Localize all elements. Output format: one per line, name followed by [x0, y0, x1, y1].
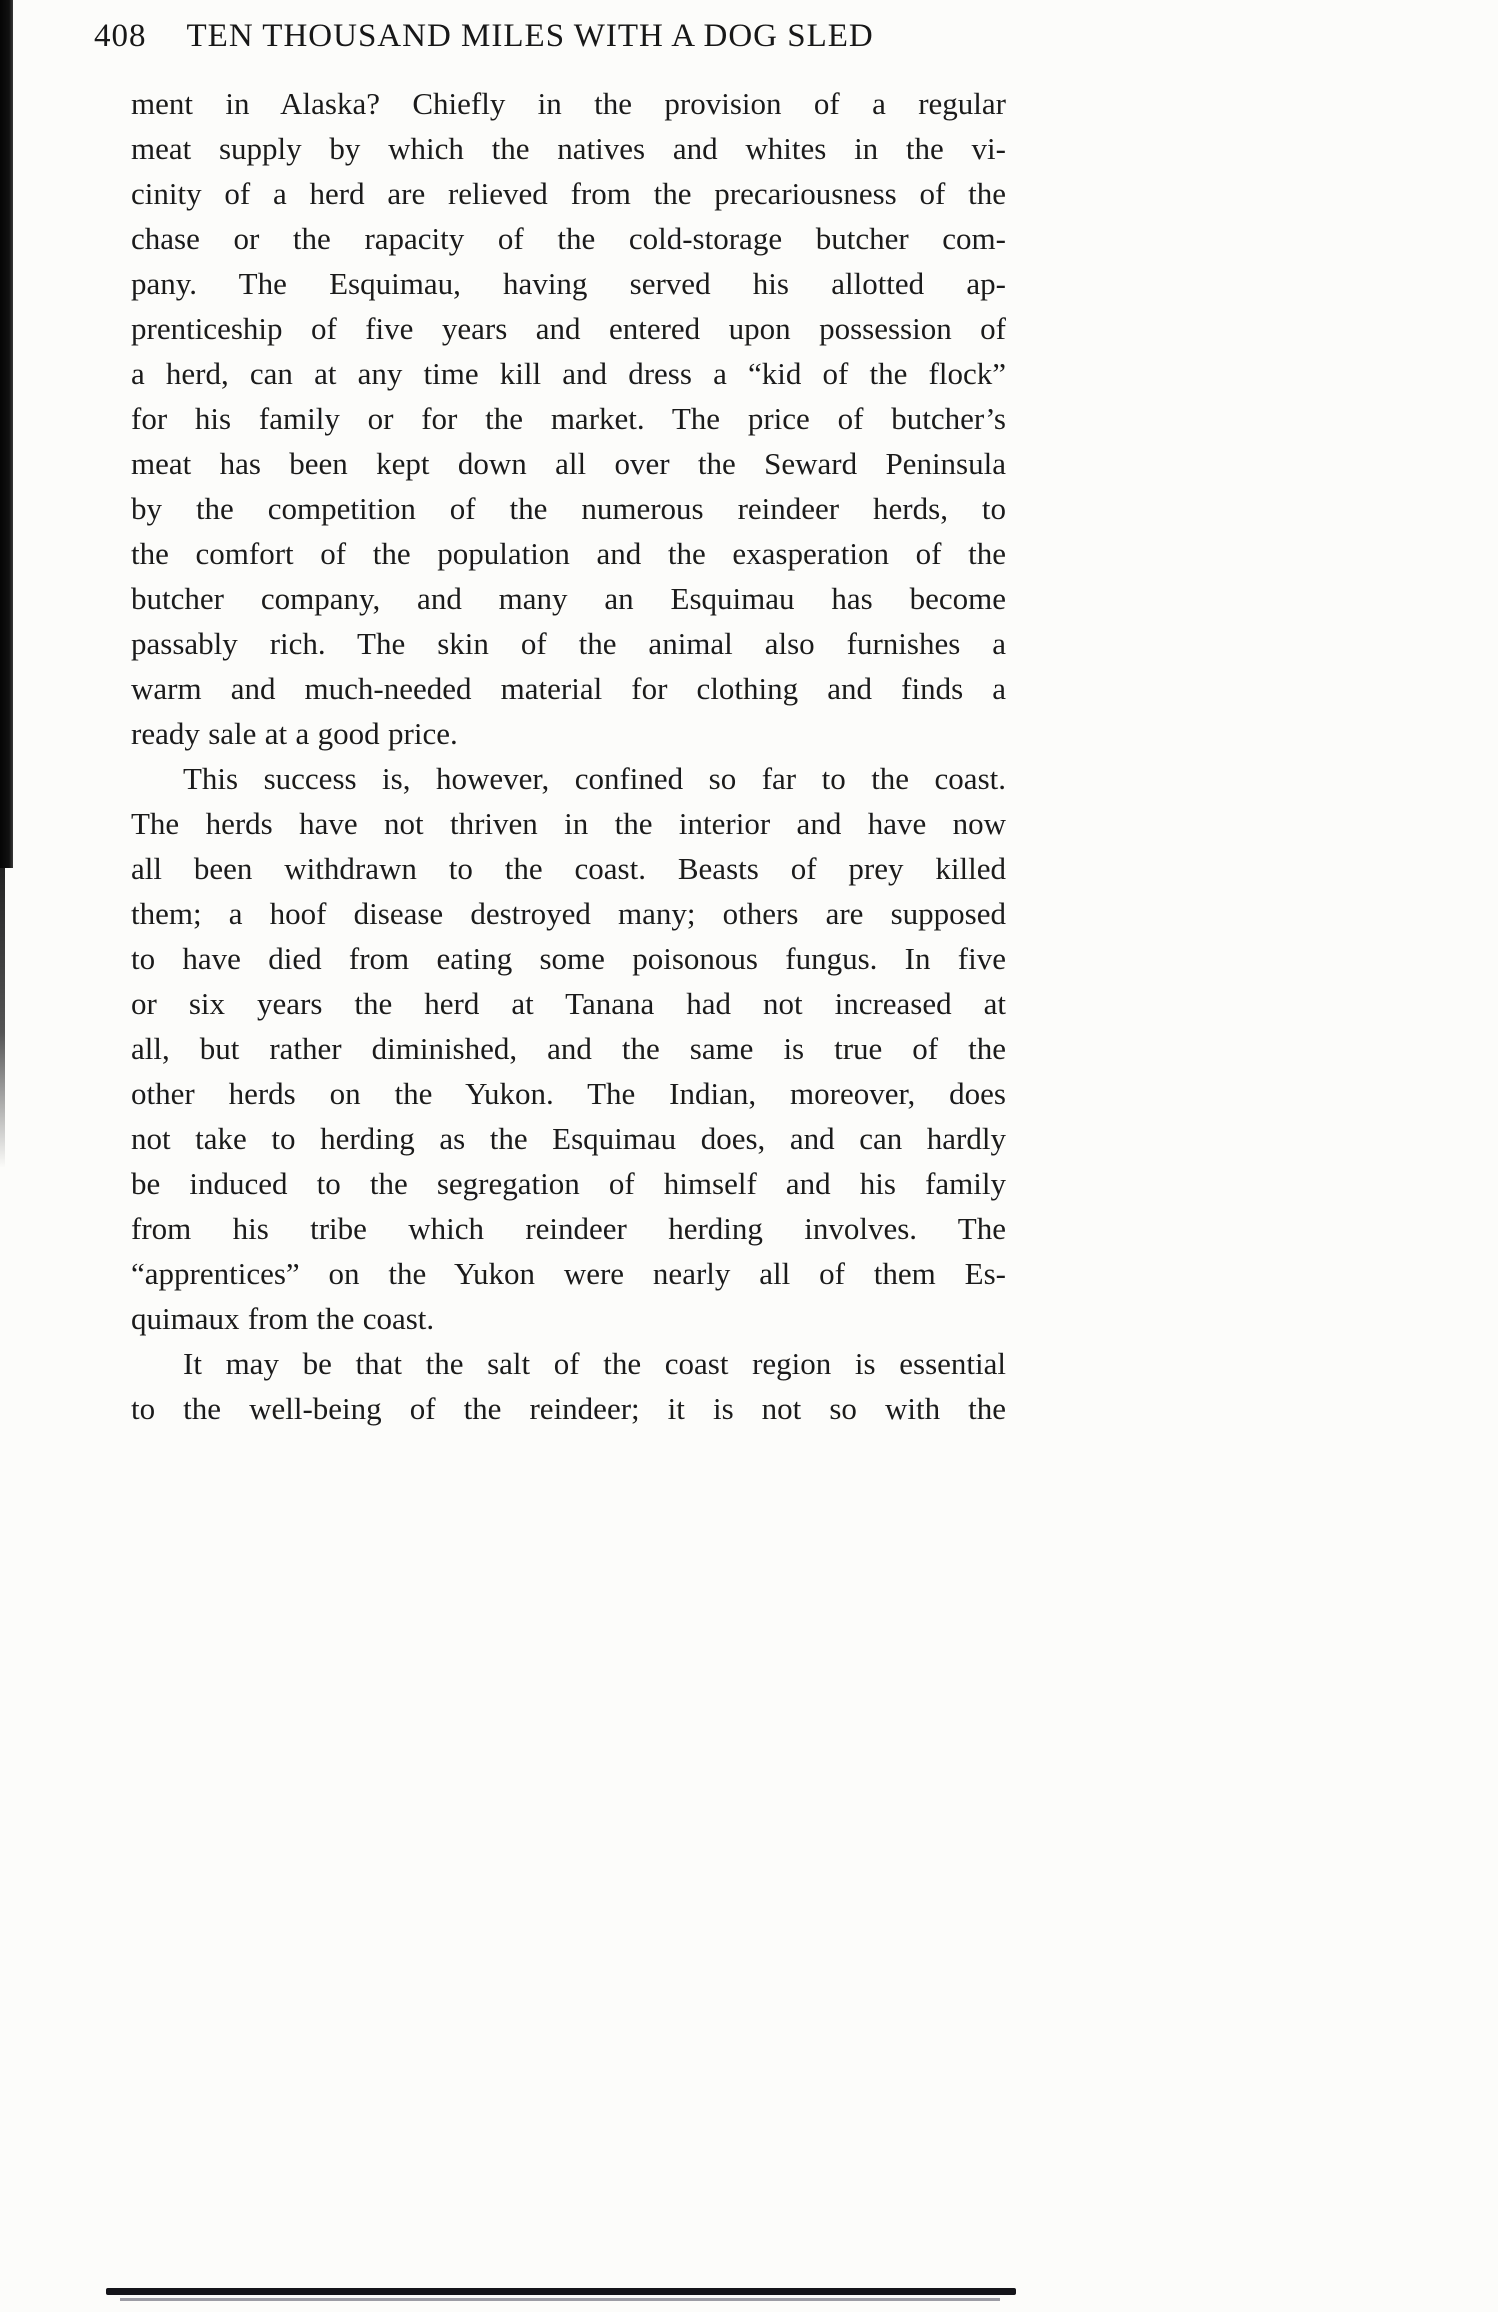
text-line: by the competition of the numerous reindeer herds, to — [131, 491, 1006, 526]
text-line: from his tribe which reindeer herding involves. The — [131, 1211, 1006, 1246]
text-line: the comfort of the population and the exasperation of the — [131, 536, 1006, 571]
text-line: meat supply by which the natives and whites in the vi- — [131, 131, 1006, 166]
text-line: It may be that the salt of the coast region is essential — [183, 1346, 1006, 1381]
running-title: TEN THOUSAND MILES WITH A DOG SLED — [186, 18, 874, 54]
paragraph — [131, 1341, 1006, 1431]
text-line: not take to herding as the Esquimau does, and can hardly — [131, 1121, 1006, 1156]
text-line: This success is, however, confined so far to the coast. — [183, 761, 1006, 796]
page-body — [131, 81, 1006, 1431]
text-line: a herd, can at any time kill and dress a “kid of the flock” — [131, 356, 1006, 391]
scan-edge-bottom-faint-line — [120, 2298, 1000, 2301]
text-line: or six years the herd at Tanana had not increased at — [131, 986, 1006, 1021]
text-line: quimaux from the coast. — [131, 1301, 435, 1336]
text-line: for his family or for the market. The price of butcher’s — [131, 401, 1006, 436]
text-line: other herds on the Yukon. The Indian, moreover, does — [131, 1076, 1006, 1111]
text-line: to have died from eating some poisonous fungus. In five — [131, 941, 1006, 976]
text-line: to the well-being of the reindeer; it is not so with the — [131, 1391, 1006, 1426]
paragraph — [131, 81, 1006, 756]
text-line: chase or the rapacity of the cold-storage butcher com- — [131, 221, 1006, 256]
text-line: meat has been kept down all over the Seward Peninsula — [131, 446, 1006, 481]
text-line: all been withdrawn to the coast. Beasts of prey killed — [131, 851, 1006, 886]
text-line: be induced to the segregation of himself and his family — [131, 1166, 1006, 1201]
text-line: butcher company, and many an Esquimau has become — [131, 581, 1006, 616]
text-line: “apprentices” on the Yukon were nearly all of them Es- — [131, 1256, 1006, 1291]
text-line: ready sale at a good price. — [131, 716, 458, 751]
text-line: prenticeship of five years and entered upon possession of — [131, 311, 1006, 346]
scan-edge-left-thin-line — [0, 868, 5, 1168]
text-line: ment in Alaska? Chiefly in the provision of a regular — [131, 86, 1006, 121]
paragraph — [131, 756, 1006, 1341]
page-number: 408 — [94, 18, 147, 54]
scan-edge-bottom-line — [106, 2288, 1016, 2295]
text-line: passably rich. The skin of the animal also furnishes a — [131, 626, 1006, 661]
text-line: warm and much-needed material for clothing and finds a — [131, 671, 1006, 706]
book-page — [94, 18, 1006, 1431]
scan-edge-left-bar — [0, 0, 13, 868]
text-line: The herds have not thriven in the interior and have now — [131, 806, 1006, 841]
text-line: cinity of a herd are relieved from the precariousness of the — [131, 176, 1006, 211]
text-line: pany. The Esquimau, having served his allotted ap- — [131, 266, 1006, 301]
page-header — [94, 18, 1006, 55]
text-line: all, but rather diminished, and the same is true of the — [131, 1031, 1006, 1066]
text-line: them; a hoof disease destroyed many; others are supposed — [131, 896, 1006, 931]
